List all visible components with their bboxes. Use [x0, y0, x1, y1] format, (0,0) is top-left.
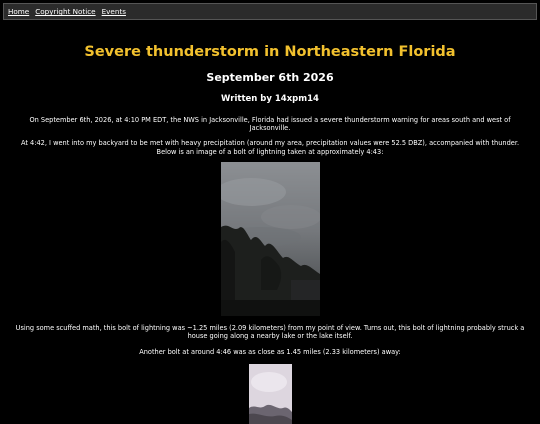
page-title: Severe thunderstorm in Northeastern Florida [84, 44, 456, 60]
nav-link-copyright-notice[interactable]: Copyright Notice [35, 7, 96, 16]
paragraph-another-bolt: Another bolt at around 4:46 was as close as 1.45 miles (2.33 kilometers) away: [139, 348, 401, 357]
paragraph-backyard: At 4:42, I went into my backyard to be met with heavy precipitation (around my area, precipitation values were 52.5 DBZ), accompanied with thunder. Below is an image of a bolt of lightning taken at approximately 4:43: [20, 139, 520, 156]
article-content [0, 20, 540, 424]
paragraph-warning: On September 6th, 2026, at 4:10 PM EDT, the NWS in Jacksonville, Florida had issued a severe thunderstorm warning for areas south and west of Jacksonville. [29, 116, 511, 133]
lightning-photo-1 [221, 162, 320, 316]
nav-link-events[interactable]: Events [101, 7, 126, 16]
article-byline: Written by 14xpm14 [221, 94, 319, 104]
nav-link-home[interactable]: Home [8, 7, 30, 16]
top-navigation-bar [3, 3, 537, 20]
lightning-photo-2 [249, 364, 292, 424]
article-date: September 6th 2026 [206, 71, 334, 84]
paragraph-distance: Using some scuffed math, this bolt of lightning was ~1.25 miles (2.09 kilometers) from my point of view. Turns out, this bolt of lightning probably struck a house going along a nearby lake or the lake itself. [15, 323, 525, 341]
